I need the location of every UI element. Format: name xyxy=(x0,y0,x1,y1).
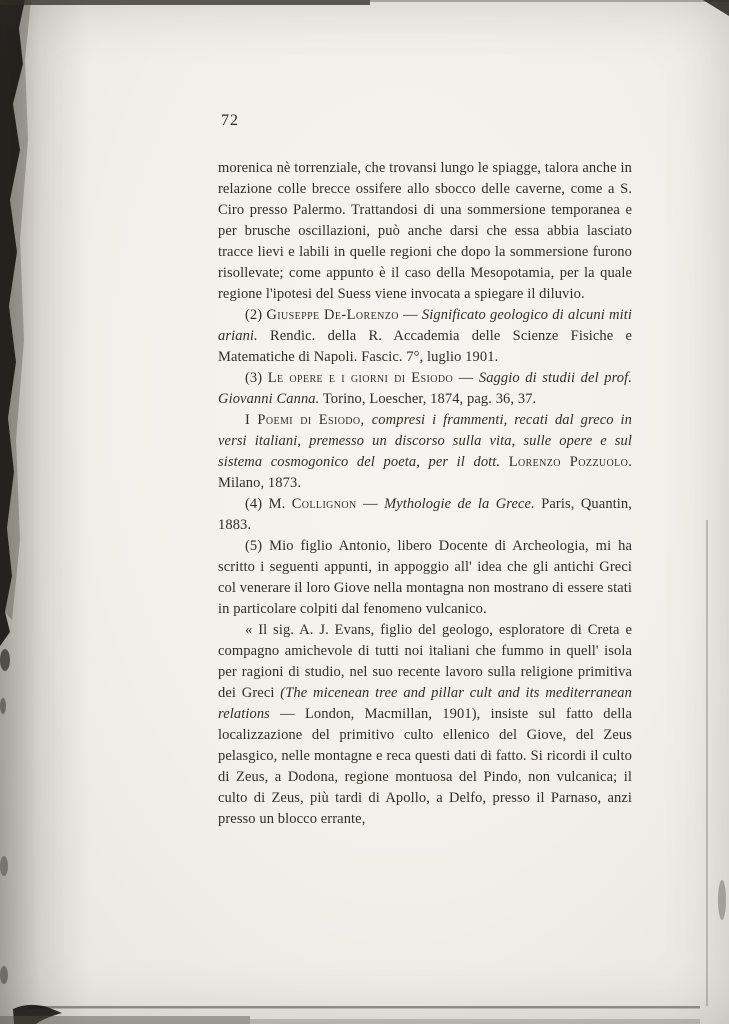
text-segment: morenica nè torrenziale, che trovansi lungo le spiagge, talora anche in relazione colle brecce ossifere allo sbocco delle caverne, come a S. Ciro presso Palermo. Trattandosi di una sommersione temporanea e per brusche oscillazioni, può anche darsi che essa abbia lasciato tracce lievi e labili in quelle regioni che dopo la sommersione furono risollevate; come appunto è il caso della Mesopotamia, per la quale regione l'ipotesi del Suess viene invocata a spiegare il diluvio. xyxy=(218,160,632,302)
text-segment: I Poemi di Esiodo, xyxy=(245,412,372,428)
text-segment: (3) xyxy=(245,370,268,386)
text-segment: Lorenzo Pozzuolo xyxy=(508,454,629,470)
text-segment: — xyxy=(356,496,385,512)
right-edge-smudge xyxy=(718,880,726,920)
paragraph xyxy=(218,536,632,620)
text-segment: Giuseppe De-Lorenzo xyxy=(266,307,399,323)
text-segment: Collignon xyxy=(291,496,357,512)
text-segment: (4) M. xyxy=(245,496,292,512)
top-edge-line xyxy=(0,0,370,5)
text-segment: — xyxy=(398,307,422,323)
left-edge-speck xyxy=(0,649,10,671)
page-number: 72 xyxy=(221,112,239,129)
left-edge-speck xyxy=(0,856,8,876)
text-segment: — London, Macmillan, 1901), insiste sul fatto della localizzazione del primitivo culto ellenico del Giove, del Zeus pelasgico, nelle montagne e reca questi dati di fatto. Si ricordi il culto di Zeus, a Dodona, regione montuosa del Pindo, non vulcanica; il culto di Zeus, più tardi di Apollo, a Delfo, presso il Parnaso, anzi presso un blocco errante, xyxy=(218,706,632,827)
text-segment: Torino, Loescher, 1874, pag. 36, 37. xyxy=(319,391,537,407)
page-text xyxy=(218,158,632,830)
text-segment: (The micenean tree and pillar cult and its mediterranean relations xyxy=(218,685,632,722)
text-segment: Significato geologico di alcuni miti ariani. xyxy=(218,307,632,344)
text-segment: Paris, Quantin, 1883. xyxy=(218,496,632,533)
text-segment: Rendic. della R. Accademia delle Scienze Fisiche e Matematiche di Napoli. Fascic. 7°, luglio 1901. xyxy=(218,328,632,365)
right-crease-line xyxy=(706,520,708,1006)
paragraph xyxy=(218,494,632,536)
paragraph xyxy=(218,620,632,830)
bottom-shadow-band xyxy=(250,1019,700,1024)
text-segment: — xyxy=(453,370,479,386)
paragraph xyxy=(218,158,632,305)
paragraph xyxy=(218,305,632,368)
text-segment: (5) Mio figlio Antonio, libero Docente di Archeologia, mi ha scritto i seguenti appunti, in appoggio all' idea che gli antichi Greci col venerare il loro Giove nella montagna non mostrano di essere stati in particolare colpiti dal fenomeno vulcanico. xyxy=(218,538,632,617)
text-segment: compresi i frammenti, recati dal greco in versi italiani, premesso un discorso sulla vita, sulle opere e sul sistema cosmogonico del poeta, per il dott. xyxy=(218,412,632,470)
text-segment: « Il sig. A. J. Evans, figlio del geologo, esploratore di Creta e compagno amichevole di tutti noi italiani che fummo in quell' isola per ragioni di studio, nel suo recente lavoro sulla religione primitiva dei Greci xyxy=(218,622,632,701)
left-edge-speck xyxy=(0,966,8,984)
text-segment: . Milano, 1873. xyxy=(218,454,632,491)
paragraph xyxy=(218,410,632,494)
text-segment: Saggio di studii del prof. Giovanni Canna. xyxy=(218,370,633,407)
paragraph xyxy=(218,368,632,410)
left-edge-speck xyxy=(0,698,6,714)
text-segment: Mythologie de la Grece. xyxy=(384,496,535,512)
bottom-shadow-band xyxy=(0,1016,250,1024)
top-edge-line xyxy=(370,0,729,2)
text-segment: Le opere e i giorni di Esiodo xyxy=(267,370,454,386)
top-right-corner-mark xyxy=(703,0,729,16)
bottom-edge-line xyxy=(28,1006,700,1009)
text-segment: (2) xyxy=(245,307,267,323)
